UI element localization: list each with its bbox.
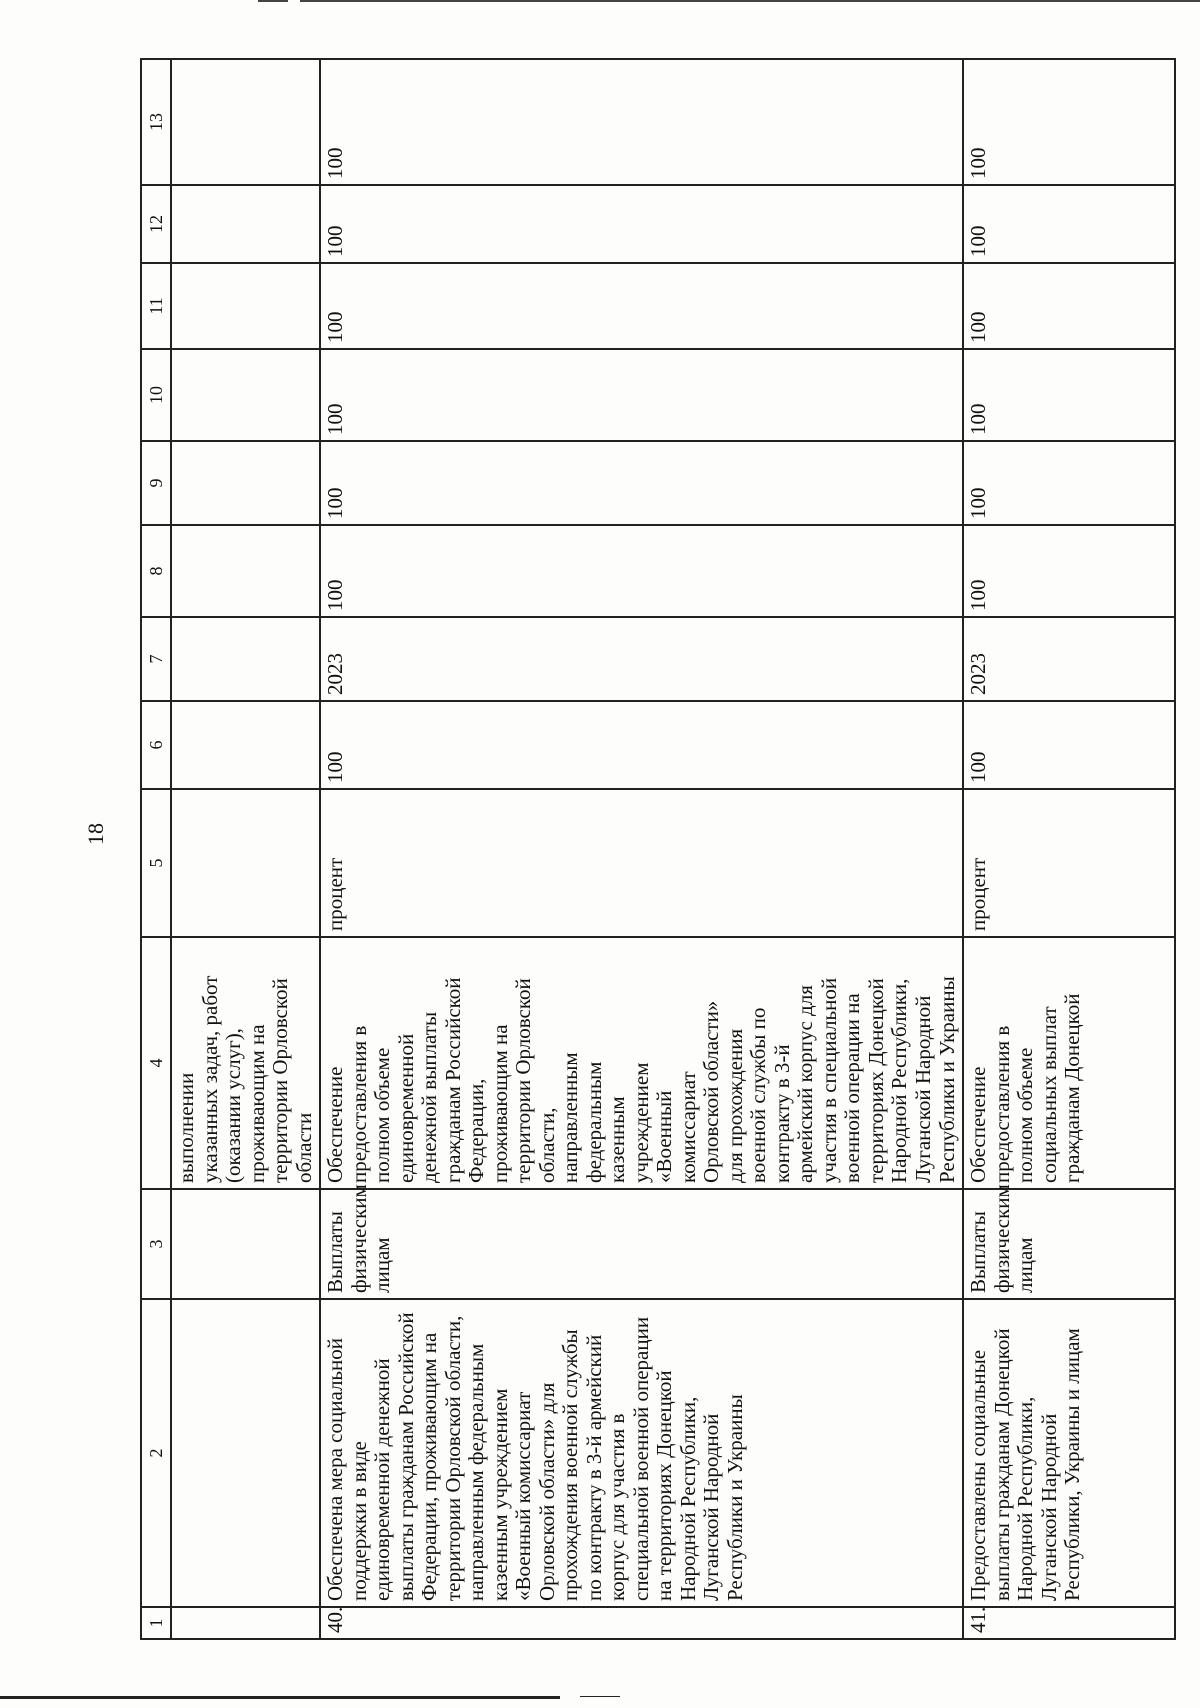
description-cell: Обеспечение предоставления в полном объеме единовременной денежной выплаты гражданам Российской Федерации, проживающим на территории Орловской области, направленным федеральным казенным учреждением «Военный комиссариат Орловской области» для прохождения военной службы по контракту в 3-й армейский корпус для участия в специальной военной операции на территориях Донецкой Народной Республики, Луганской Народной Республики и Украины <box>320 937 963 1189</box>
column-header: 9 <box>141 441 171 525</box>
value-cell: 100 <box>963 185 1175 263</box>
table-cell <box>171 701 320 789</box>
table-cell <box>171 263 320 349</box>
column-header: 8 <box>141 525 171 617</box>
table-cell <box>171 1607 320 1639</box>
value-cell: 100 <box>320 59 963 185</box>
unit-cell: процент <box>963 789 1175 937</box>
value-cell: 100 <box>963 263 1175 349</box>
table-row <box>320 59 963 1639</box>
base-year-cell: 2023 <box>963 617 1175 701</box>
base-year-cell: 2023 <box>320 617 963 701</box>
table-cell <box>171 59 320 185</box>
type-cell: Выплаты физическим лицам <box>320 1189 963 1299</box>
column-header: 2 <box>141 1299 171 1607</box>
value-cell: 100 <box>963 525 1175 617</box>
column-header: 1 <box>141 1607 171 1639</box>
column-header: 10 <box>141 349 171 441</box>
table-cell <box>171 1189 320 1299</box>
description-cell: Обеспечение предоставления в полном объеме социальных выплат гражданам Донецкой <box>963 937 1175 1189</box>
table-row <box>963 59 1175 1639</box>
column-header: 6 <box>141 701 171 789</box>
header-row <box>141 59 171 1639</box>
column-header: 5 <box>141 789 171 937</box>
type-cell: Выплаты физическим лицам <box>963 1189 1175 1299</box>
page-number: 18 <box>83 823 108 845</box>
column-header: 12 <box>141 185 171 263</box>
value-cell: 100 <box>320 263 963 349</box>
value-cell: 100 <box>320 349 963 441</box>
column-header: 13 <box>141 59 171 185</box>
table-cell <box>171 1299 320 1607</box>
value-cell: 100 <box>963 441 1175 525</box>
base-value-cell: 100 <box>963 701 1175 789</box>
table-cell <box>171 789 320 937</box>
bottom-scan-line <box>0 1696 700 1702</box>
base-value-cell: 100 <box>320 701 963 789</box>
data-table <box>140 58 1176 1640</box>
value-cell: 100 <box>963 349 1175 441</box>
rotated-table-container <box>140 60 1149 1640</box>
table-cell <box>171 525 320 617</box>
row-number-cell: 40. <box>320 1607 963 1639</box>
continuation-row <box>171 59 320 1639</box>
column-header: 11 <box>141 263 171 349</box>
row-number-cell: 41. <box>963 1607 1175 1639</box>
table-cell <box>171 349 320 441</box>
table-cell <box>171 185 320 263</box>
value-cell: 100 <box>963 59 1175 185</box>
table-cell <box>171 617 320 701</box>
table-cell <box>171 441 320 525</box>
value-cell: 100 <box>320 525 963 617</box>
result-cell: Обеспечена мера социальной поддержки в виде единовременной денежной выплаты гражданам Российской Федерации, проживающим на территории Орловской области, направленным федеральным казенным учреждением «Военный комиссариат Орловской области» для прохождения военной службы по контракту в 3-й армейский корпус для участия в специальной военной операции на территориях Донецкой Народной Республики, Луганской Народной Республики и Украины <box>320 1299 963 1607</box>
top-scan-line <box>0 0 1200 6</box>
result-cell: Предоставлены социальные выплаты гражданам Донецкой Народной Республики, Луганской Народной Республики, Украины и лицам <box>963 1299 1175 1607</box>
unit-cell: процент <box>320 789 963 937</box>
column-header: 4 <box>141 937 171 1189</box>
column-header: 3 <box>141 1189 171 1299</box>
value-cell: 100 <box>320 185 963 263</box>
column-header: 7 <box>141 617 171 701</box>
value-cell: 100 <box>320 441 963 525</box>
description-cell: выполнении указанных задач, работ (оказании услуг), проживающим на территории Орловской области <box>171 937 320 1189</box>
